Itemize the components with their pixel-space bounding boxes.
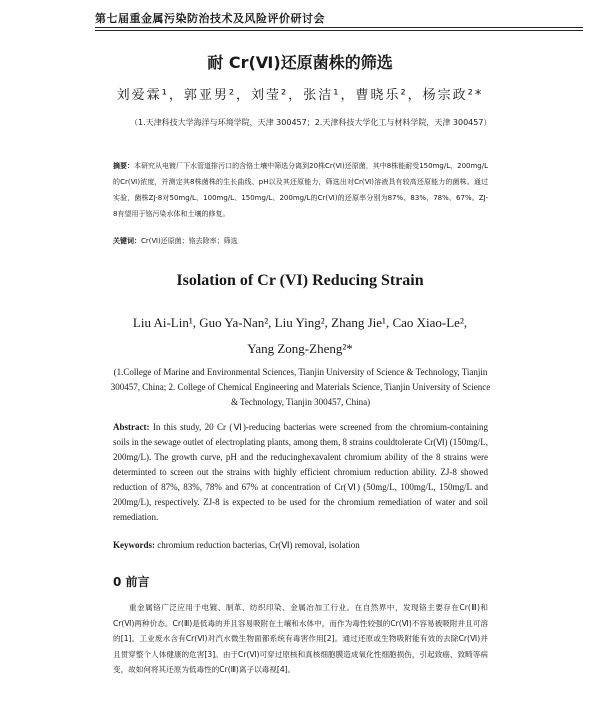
english-keywords-text: chromium reduction bacterias, Cr(Ⅵ) removal, isolation [157, 540, 360, 550]
english-abstract-label: Abstract: [113, 422, 150, 432]
english-abstract [113, 420, 488, 525]
chinese-abstract-label: 摘要： [113, 162, 135, 170]
english-affiliation: (1.College of Marine and Environmental Sciences, Tianjin University of Science & Technology, Tianjin 300457, China; 2. College of Chemical Engineering and Materials Science, Tianjin University of Science & Technology, Tianjin 300457, China) [110, 367, 491, 407]
chinese-abstract-text: 本研究从电镀厂下水管道排污口的含铬土壤中筛选分离到20株Cr(Ⅵ)还原菌，其中8株能耐受150mg/L、200mg/L的Cr(Ⅵ)浓度，并测定其8株菌株的生长曲线、pH以及其还原能力，筛选出对Cr(Ⅵ)溶液具有较高还原能力的菌株。通过实验，菌株ZJ-8对50mg/L、100mg/L、150mg/L、200mg/L的Cr(Ⅵ)的还原率分别为87%、83%、78%、67%。ZJ-8有望用于铬污染水体和土壤的修复。 [113, 162, 488, 218]
chinese-affiliation: （1.天津科技大学海洋与环境学院，天津 300457；2.天津科技大学化工与材料学院，天津 300457） [130, 118, 492, 127]
english-authors-line1: Liu Ai-Lin¹, Guo Ya-Nan², Liu Ying², Zhang Jie¹, Cao Xiao-Le², [132, 315, 468, 330]
english-authors [100, 310, 500, 362]
english-title: Isolation of Cr (VI) Reducing Strain [176, 272, 424, 289]
chinese-keywords [113, 236, 488, 246]
chinese-authors: 刘爱霖¹，郭亚男²，刘莹²，张洁¹，曹晓乐²，杨宗政²* [116, 88, 484, 103]
english-authors-line2: Yang Zong-Zheng²* [247, 341, 353, 356]
english-keywords [113, 540, 488, 551]
running-header: 第七届重金属污染防治技术及风险评价研讨会 [95, 12, 325, 25]
english-keywords-label: Keywords: [113, 540, 155, 550]
chinese-keywords-label: 关键词： [113, 237, 141, 245]
chinese-abstract [113, 158, 488, 222]
header-rule [95, 27, 583, 28]
english-abstract-text: In this study, 20 Cr (Ⅵ)-reducing bacterias were screened from the chromium-containing soils in the sewage outlet of electroplating plants, among them, 8 strains couldtolerate Cr(Ⅵ) (150mg/L, 200mg/L). The growth curve, pH and the reducinghexavalent chromium ability of the 8 strains were determinted to screen out the strains with highly efficient chromium reduction ability. ZJ-8 showed reduction of 87%, 83%, 78% and 67% at concentration of Cr(Ⅵ) (50mg/L, 100mg/L, 150mg/L and 200mg/L), respectively. ZJ-8 is expected to be used for the chromium remediation of water and soil remediation. [113, 422, 488, 522]
header-rule-double [95, 30, 583, 31]
section-heading: 0 前言 [113, 575, 150, 589]
chinese-title: 耐 Cr(Ⅵ)还原菌株的筛选 [207, 53, 393, 72]
section-body: 重金属铬广泛应用于电镀、制革、纺织印染、金属冶加工行业。在自然界中，发现铬主要存在Cr(Ⅲ)和Cr(Ⅵ)两种价态。Cr(Ⅲ)是低毒的并且容易吸附在土壤和水体中，而作为毒性较强的Cr(Ⅵ)不容易被吸附并且可溶的[1]。工业废水含有Cr(Ⅵ)对汽水微生物面都系统有毒害作用[2]。通过还原或生物吸附能有效的去除Cr(Ⅵ)并且贯穿整个人体健康的危害[3]。由于Cr(Ⅵ)可穿过原核和真核细胞膜造成氧化性细胞损伤，引起致癌、致畸等病变，故如何将其还原为低毒性的Cr(Ⅲ)离子以毒视[4]。 [113, 603, 488, 674]
chinese-keywords-text: Cr(Ⅵ)还原菌；铬去除率；筛选 [141, 237, 238, 245]
